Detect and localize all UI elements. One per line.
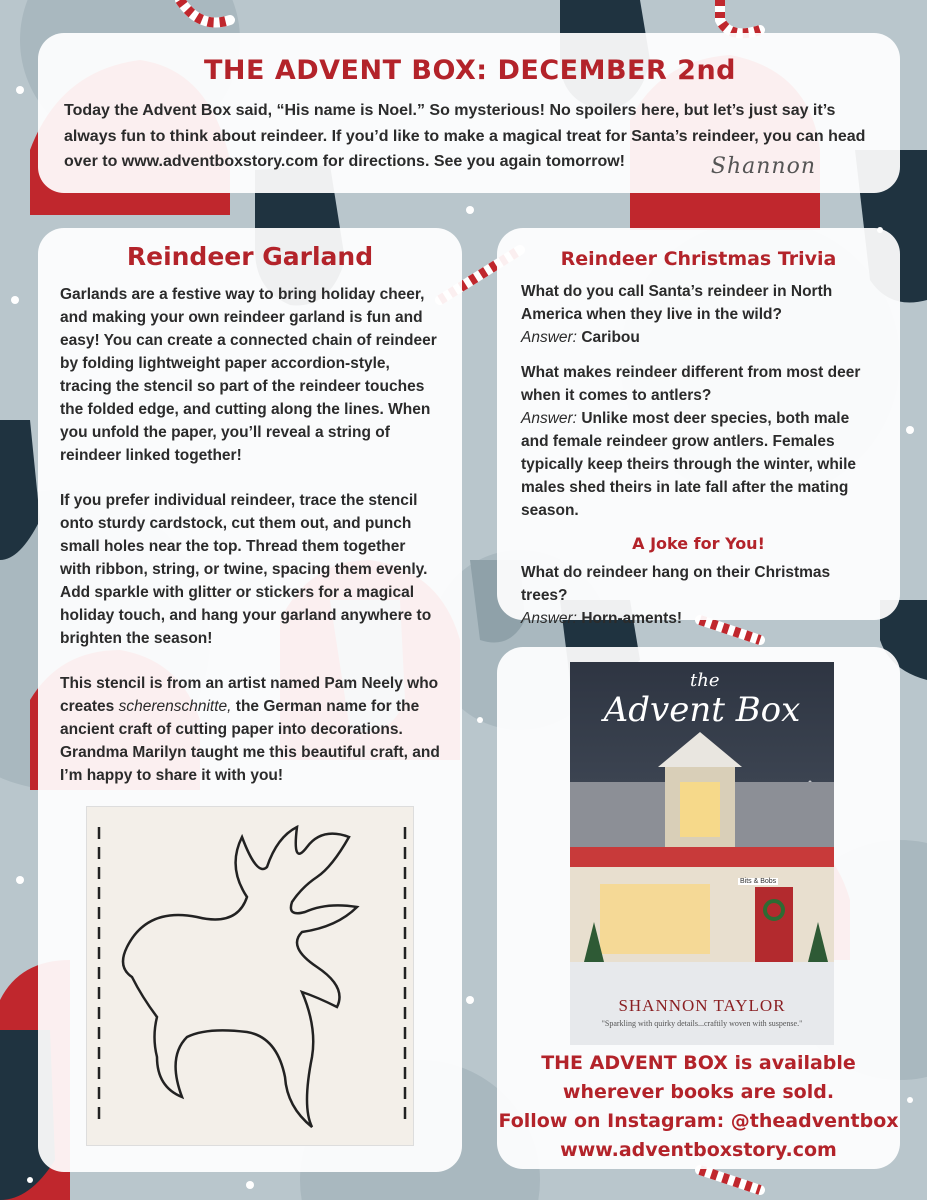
answer-label: Answer: (521, 410, 577, 427)
caption-instagram[interactable]: Follow on Instagram: @theadventbox (498, 1110, 899, 1132)
reindeer-stencil-image (86, 806, 414, 1146)
trivia-item-2 (521, 361, 876, 522)
signature: Shannon (710, 154, 816, 179)
trivia-answer-1 (521, 326, 876, 349)
cover-title: Advent Box (603, 690, 801, 730)
garland-paragraph-3 (60, 672, 440, 787)
intro-text: Today the Advent Box said, “His name is Noel.” So mysterious! No spoilers here, but let’s just say it’s always fun to think about reindeer. If you’d like to make a magical treat for Santa’s reindeer, you can head over to www.adventboxstory.com for directions. See you again tomorrow! (64, 102, 866, 170)
book-card (497, 647, 900, 1169)
answer-text: Unlike most deer species, both male and female reindeer grow antlers. Females typically keep theirs through the winter, while males shed theirs in late fall after the mating season. (521, 410, 857, 519)
trivia-card (497, 228, 900, 627)
reindeer-stencil-icon (87, 807, 413, 1145)
trivia-title: Reindeer Christmas Trivia (560, 248, 837, 270)
cover-quote: "Sparkling with quirky details...craftily woven with suspense." (601, 1019, 803, 1028)
caption-available: THE ADVENT BOX is available (541, 1052, 856, 1074)
caption-wherever: wherever books are sold. (562, 1081, 835, 1103)
garland-p3-start: This stencil is from an artist named Pam Neely who creates (60, 675, 439, 715)
trivia-item-1 (521, 280, 876, 349)
intro-card (38, 33, 900, 193)
book-caption (497, 1049, 900, 1165)
garland-paragraph-2: If you prefer individual reindeer, trace the stencil onto sturdy cardstock, cut them out, and punch small holes near the top. Thread them together with ribbon, string, or twine, spacing them evenly. Add sparkle with glitter or stickers for a magical holiday touch, and hang your garland anywhere to brighten the season! (60, 492, 432, 647)
garland-p3-end: the German name for the ancient craft of cutting paper into decorations. Grandma Marilyn taught me this beautiful craft, and I’m happy to share it with you! (60, 698, 440, 784)
garland-title: Reindeer Garland (126, 242, 374, 271)
cover-author: SHANNON TAYLOR (618, 996, 786, 1015)
cover-the: the (690, 670, 720, 691)
book-cover-image (570, 662, 834, 1045)
joke-item (521, 561, 876, 630)
answer-text: Caribou (581, 329, 640, 346)
joke-answer (521, 607, 876, 630)
answer-label: Answer: (521, 329, 577, 346)
cover-sign: Bits & Bobs (740, 878, 777, 885)
garland-p3-italic: scherenschnitte, (118, 698, 232, 715)
answer-label: Answer: (521, 610, 577, 627)
trivia-question-2: What makes reindeer different from most deer when it comes to antlers? (521, 364, 861, 404)
intro-title: THE ADVENT BOX: DECEMBER 2nd (203, 55, 737, 86)
joke-question: What do reindeer hang on their Christmas trees? (521, 564, 831, 604)
answer-text: Horn-aments! (581, 610, 683, 627)
trivia-question-1: What do you call Santa’s reindeer in North America when they live in the wild? (521, 283, 833, 323)
joke-title: A Joke for You! (632, 534, 765, 553)
trivia-answer-2 (521, 407, 876, 522)
garland-paragraph-1: Garlands are a festive way to bring holiday cheer, and making your own reindeer garland is fun and easy! You can create a connected chain of reindeer by folding lightweight paper accordion-style, tracing the stencil so part of the reindeer touches the folded edge, and cutting along the lines. When you unfold the paper, you’ll reveal a string of reindeer linked together! (60, 286, 437, 464)
garland-card (38, 228, 462, 1172)
caption-website-link[interactable]: www.adventboxstory.com (560, 1139, 837, 1161)
